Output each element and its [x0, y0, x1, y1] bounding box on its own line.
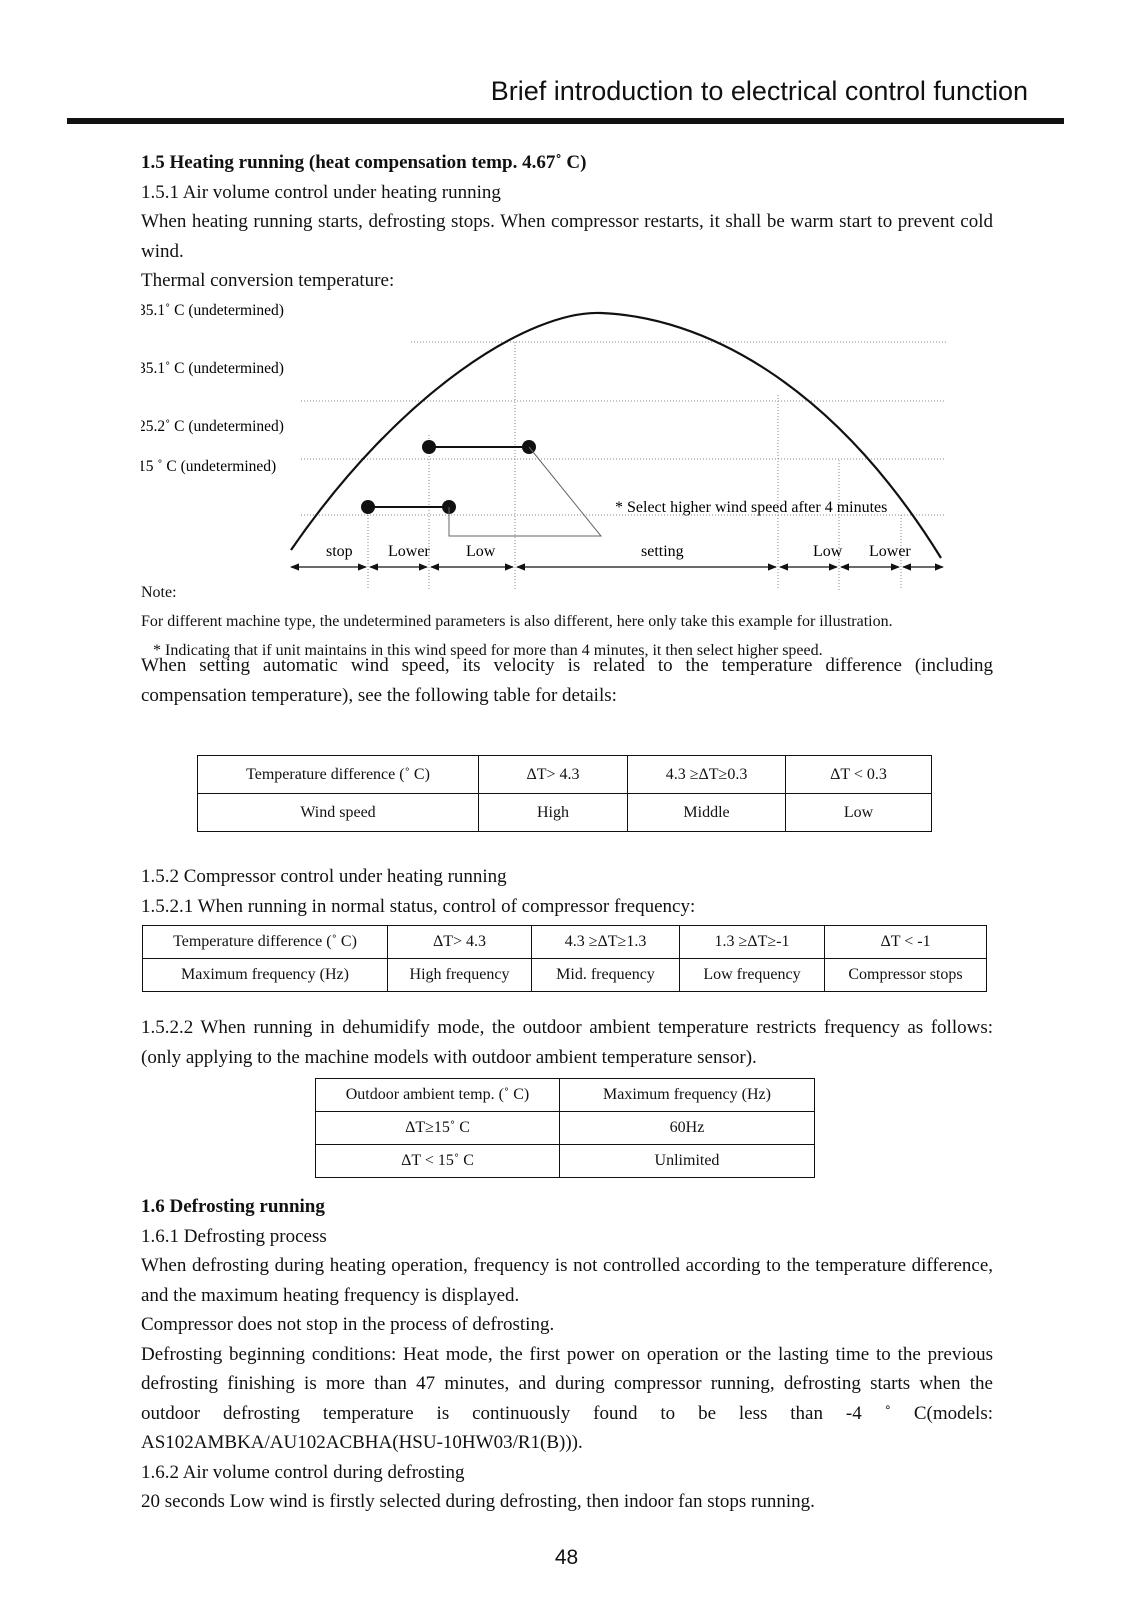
header-rule: [67, 118, 1064, 124]
table-cell: Unlimited: [560, 1145, 815, 1178]
table-cell: ΔT < 0.3: [786, 756, 932, 794]
note-star: * Indicating that if unit maintains in this wind speed for more than 4 minutes, it then select higher speed.: [153, 642, 823, 659]
table-cell: Low frequency: [680, 959, 825, 992]
section-1-5-intro: [141, 148, 993, 296]
note-undetermined: For different machine type, the undetermined parameters is also different, here only take this example for illustration.: [141, 613, 893, 630]
lower-low-start-dot: [361, 500, 375, 514]
section-1-5-2-2-block: [141, 1013, 993, 1072]
zone-label-lower-right: Lower: [869, 543, 911, 560]
section-1-5-2-2-paragraph: 1.5.2.2 When running in dehumidify mode, the outdoor ambient temperature restricts frequency as follows: (only applying to the machine models with outdoor ambient temperature sensor).: [141, 1017, 993, 1068]
select-higher-speed-note: * Select higher wind speed after 4 minutes: [615, 499, 888, 516]
temperature-curve: [291, 313, 941, 558]
table-cell: High: [479, 794, 628, 832]
temp-label-1: 35.1˚ C (undetermined): [141, 302, 284, 319]
section-1-5-2-block: [141, 862, 993, 921]
temp-label-2: 35.1˚ C (undetermined): [141, 360, 284, 377]
page-number: 48: [554, 1546, 579, 1569]
thermal-conversion-label: Thermal conversion temperature:: [141, 270, 395, 291]
table-row: [198, 794, 932, 832]
zone-label-low-right: Low: [813, 543, 843, 560]
table-cell: Compressor stops: [825, 959, 987, 992]
note-pointer-line: [449, 447, 601, 536]
section-1-5-2-title: 1.5.2 Compressor control under heating running: [141, 866, 507, 887]
table-cell: Mid. frequency: [532, 959, 680, 992]
compressor-frequency-table: [142, 925, 987, 992]
section-1-6-2-title: 1.6.2 Air volume control during defrosting: [141, 1461, 465, 1483]
note-label: Note:: [141, 584, 177, 601]
dehumidify-frequency-table: [315, 1078, 815, 1178]
table-cell: 4.3 ≥ΔT≥1.3: [532, 926, 680, 959]
table-cell: 4.3 ≥ΔT≥0.3: [628, 756, 786, 794]
table-row: [143, 926, 987, 959]
auto-wind-paragraph-block: [141, 651, 993, 710]
wind-speed-diagram: [141, 300, 971, 600]
defrost-frequency-paragraph: When defrosting during heating operation, frequency is not controlled according to the temperature difference, and the maximum heating frequency is displayed.: [141, 1255, 993, 1306]
zone-label-setting: setting: [641, 543, 684, 560]
defrost-conditions-paragraph: Defrosting beginning conditions: Heat mode, the first power on operation or the lasting time to the previous defrosting finishing is more than 47 minutes, and during compressor running, defrosting starts when the outdoor defrosting temperature is continuously found to be less than -4 ˚ C(models: AS102AMBKA/AU102ACBHA(HSU-10HW03/R1(B))).: [141, 1343, 993, 1453]
table-cell: Maximum frequency (Hz): [560, 1079, 815, 1112]
table-cell: Wind speed: [198, 794, 479, 832]
temp-label-4: 15 ˚ C (undetermined): [141, 458, 277, 475]
table-row: [198, 756, 932, 794]
table-cell: High frequency: [388, 959, 532, 992]
table-cell: Temperature difference (˚ C): [143, 926, 388, 959]
table-cell: ΔT> 4.3: [479, 756, 628, 794]
table-cell: ΔT≥15˚ C: [316, 1112, 560, 1145]
header-title: Brief introduction to electrical control function: [490, 76, 1028, 106]
table-row: [316, 1112, 815, 1145]
section-1-5-heading: 1.5 Heating running (heat compensation temp. 4.67˚ C): [141, 152, 587, 173]
table-cell: ΔT < 15˚ C: [316, 1145, 560, 1178]
zone-label-lower-left: Lower: [388, 543, 430, 560]
table-cell: Low: [786, 794, 932, 832]
table-cell: Maximum frequency (Hz): [143, 959, 388, 992]
section-1-6-1-title: 1.6.1 Defrosting process: [141, 1225, 327, 1247]
table-cell: ΔT < -1: [825, 926, 987, 959]
section-1-5-2-1-title: 1.5.2.1 When running in normal status, control of compressor frequency:: [141, 895, 696, 917]
table-cell: Temperature difference (˚ C): [198, 756, 479, 794]
section-1-5-1-title: 1.5.1 Air volume control under heating running: [141, 181, 501, 203]
compressor-no-stop-paragraph: Compressor does not stop in the process of defrosting.: [141, 1314, 555, 1335]
table-cell: 1.3 ≥ΔT≥-1: [680, 926, 825, 959]
table-row: [143, 959, 987, 992]
temp-label-3: 25.2˚ C (undetermined): [141, 418, 284, 435]
heating-start-paragraph: When heating running starts, defrosting stops. When compressor restarts, it shall be warm start to prevent cold wind.: [141, 211, 993, 262]
table-row: [316, 1079, 815, 1112]
section-1-6-block: [141, 1192, 993, 1517]
wind-speed-table: [197, 755, 932, 832]
table-row: [316, 1145, 815, 1178]
table-cell: ΔT> 4.3: [388, 926, 532, 959]
section-1-6-heading: 1.6 Defrosting running: [141, 1196, 325, 1217]
table-cell: Outdoor ambient temp. (˚ C): [316, 1079, 560, 1112]
defrost-air-volume-paragraph: 20 seconds Low wind is firstly selected during defrosting, then indoor fan stops running.: [141, 1491, 815, 1512]
table-cell: Middle: [628, 794, 786, 832]
table-cell: 60Hz: [560, 1112, 815, 1145]
zone-label-stop: stop: [326, 543, 353, 560]
low-setting-start-dot: [422, 440, 436, 454]
zone-label-low-left: Low: [466, 543, 496, 560]
auto-wind-paragraph: When setting automatic wind speed, its velocity is related to the temperature difference (including compensation temperature), see the following table for details:: [141, 655, 993, 706]
